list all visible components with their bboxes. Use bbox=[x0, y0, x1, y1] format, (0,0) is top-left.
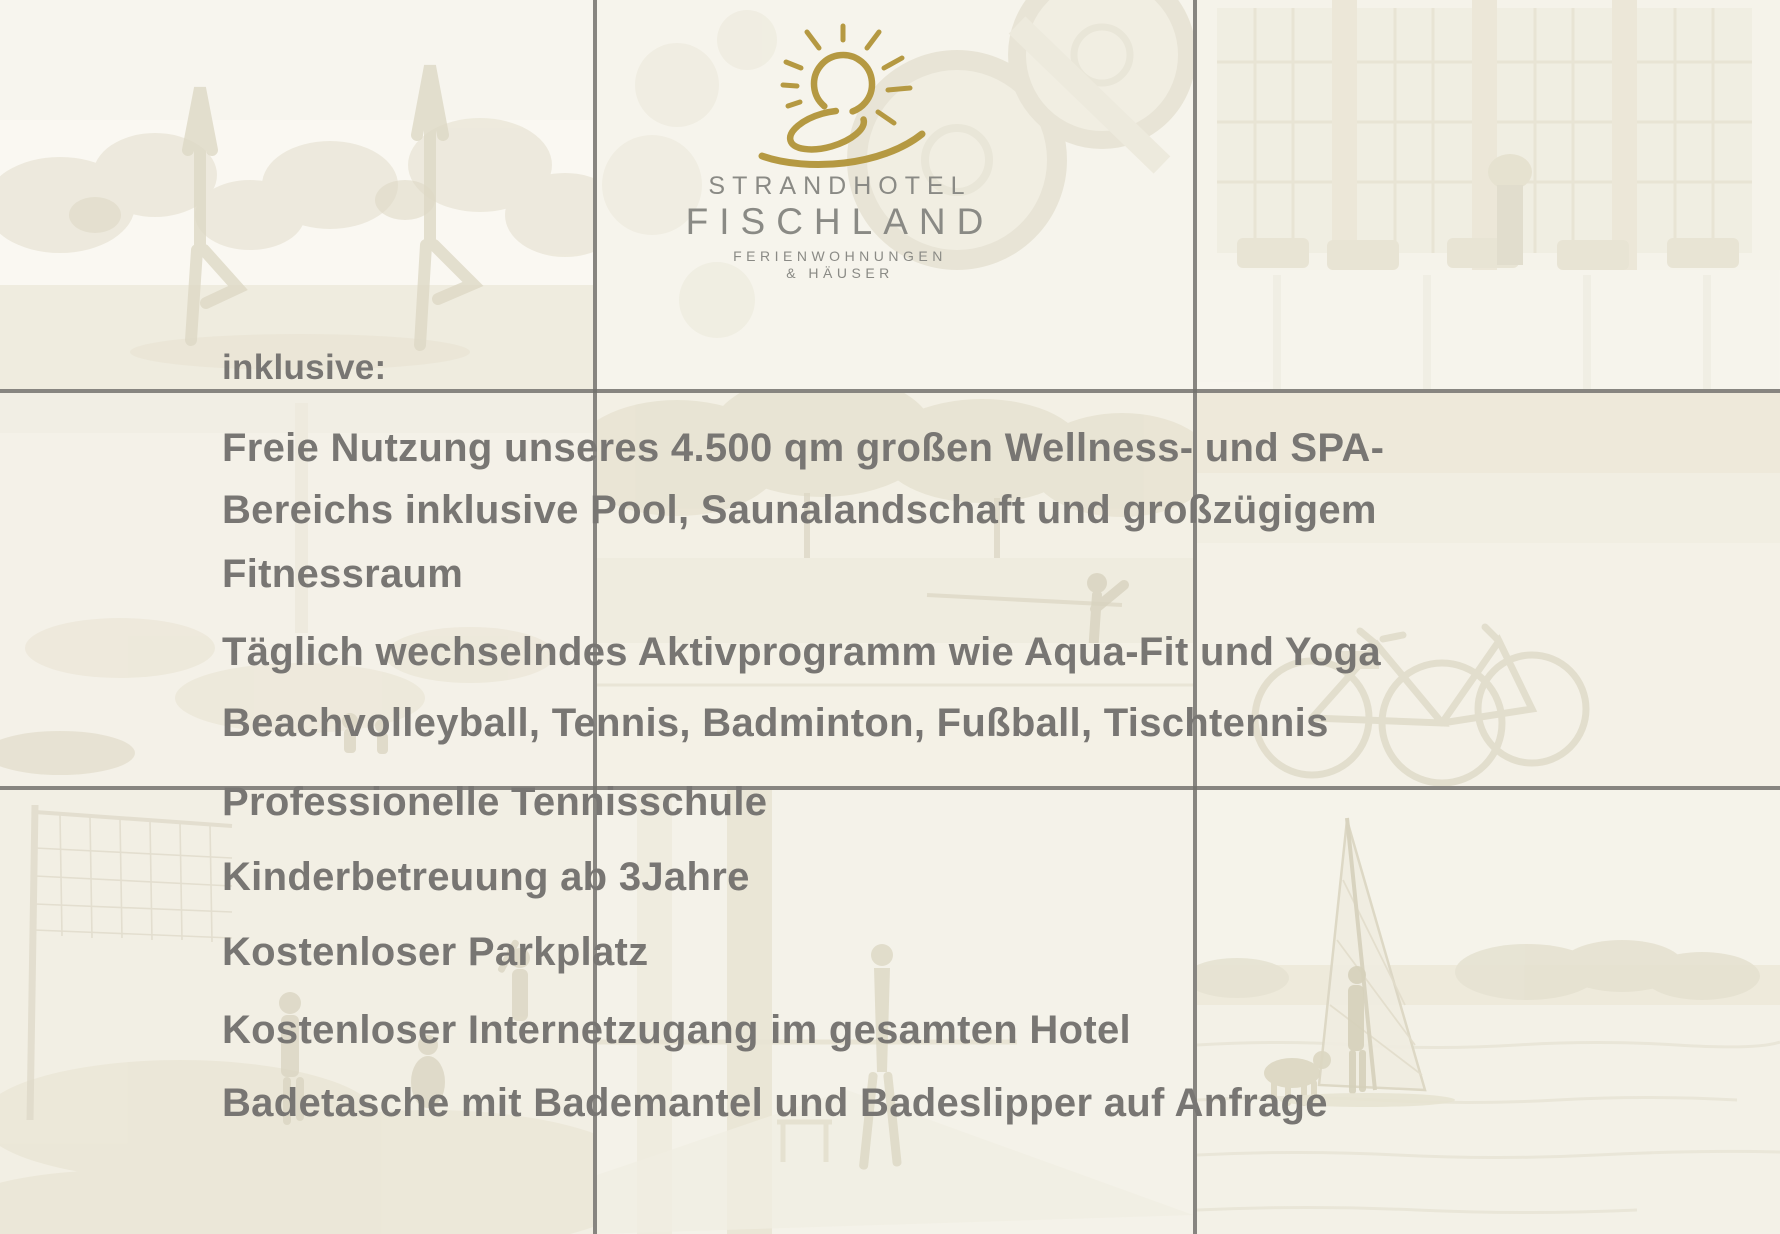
amenity-line: Kostenloser Parkplatz bbox=[222, 930, 649, 974]
logo-subline-ferienwohnungen: FERIENWOHNUNGEN bbox=[733, 248, 947, 264]
photo-cell-lobby bbox=[1197, 0, 1780, 389]
sun-wave-logo-icon bbox=[640, 22, 1040, 170]
photo-cell-windsurf bbox=[1197, 790, 1780, 1234]
amenity-line: Professionelle Tennisschule bbox=[222, 780, 768, 824]
photo-cell-yoga bbox=[0, 0, 593, 389]
hotel-logo bbox=[640, 22, 1040, 282]
amenity-line: Kostenloser Internetzugang im gesamten Hotel bbox=[222, 1008, 1131, 1052]
grid-line-vertical-2 bbox=[1193, 0, 1197, 1234]
logo-subline-haeuser: & HÄUSER bbox=[786, 265, 894, 281]
amenity-line: Badetasche mit Bademantel und Badeslipper auf Anfrage bbox=[222, 1081, 1328, 1125]
amenity-line: Freie Nutzung unseres 4.500 qm großen Wellness- und SPA- bbox=[222, 426, 1385, 470]
logo-name-strandhotel: STRANDHOTEL bbox=[708, 172, 972, 200]
amenity-line: Kinderbetreuung ab 3Jahre bbox=[222, 855, 750, 899]
logo-name-fischland: FISCHLAND bbox=[685, 201, 995, 242]
amenity-line: Bereichs inklusive Pool, Saunalandschaft und großzügigem bbox=[222, 488, 1377, 532]
grid-line-horizontal-1 bbox=[0, 389, 1780, 393]
amenity-line: Täglich wechselndes Aktivprogramm wie Aqua-Fit und Yoga bbox=[222, 630, 1381, 674]
amenity-line: Beachvolleyball, Tennis, Badminton, Fußball, Tischtennis bbox=[222, 701, 1329, 745]
amenities-heading: inklusive: bbox=[222, 348, 387, 387]
amenity-line: Fitnessraum bbox=[222, 552, 464, 596]
